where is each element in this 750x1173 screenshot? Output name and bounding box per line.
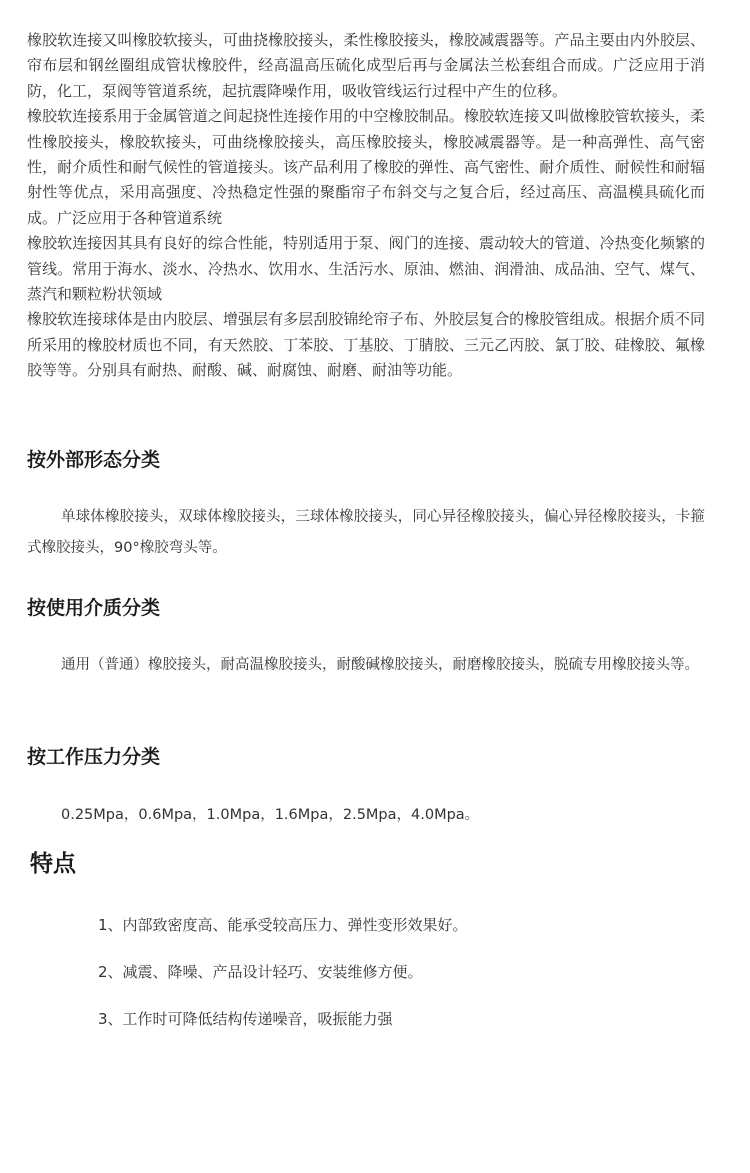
section-body-pressure: 0.25Mpa，0.6Mpa，1.0Mpa，1.6Mpa，2.5Mpa，4.0Mpa。 xyxy=(61,807,480,823)
section-title-pressure: 按工作压力分类 xyxy=(27,746,161,768)
intro-paragraph: 橡胶软连接球体是由内胶层、增强层有多层刮胶锦纶帘子布、外胶层复合的橡胶管组成。根据介质不同所采用的橡胶材质也不同，有天然胶、丁苯胶、丁基胶、丁腈胶、三元乙丙胶、氯丁胶、硅橡胶、氟橡胶等等。分别具有耐热、耐酸、碱、耐腐蚀、耐磨、耐油等功能。 xyxy=(27,310,705,380)
section-title-medium: 按使用介质分类 xyxy=(27,597,161,619)
intro-paragraph: 橡胶软连接系用于金属管道之间起挠性连接作用的中空橡胶制品。橡胶软连接又叫做橡胶管软接头，柔性橡胶接头，橡胶软接头，可曲绕橡胶接头，高压橡胶接头，橡胶减震器等。是一种高弹性、高气密性，耐介质性和耐气候性的管道接头。该产品利用了橡胶的弹性、高气密性、耐介质性、耐候性和耐辐射性等优点，采用高强度、冷热稳定性强的聚酯帘子布斜交与之复合后，经过高压、高温模具硫化而成。广泛应用于各种管道系统 xyxy=(27,107,705,227)
features-list xyxy=(98,908,468,1049)
intro-paragraph: 橡胶软连接又叫橡胶软接头，可曲挠橡胶接头，柔性橡胶接头，橡胶减震器等。产品主要由内外胶层、帘布层和钢丝圈组成管状橡胶件，经高温高压硫化成型后再与金属法兰松套组合而成。广泛应用于消防，化工，泵阀等管道系统，起抗震降噪作用，吸收管线运行过程中产生的位移。 xyxy=(27,31,705,100)
intro-text xyxy=(27,28,705,384)
features-title: 特点 xyxy=(30,851,76,877)
section-body-shape: 单球体橡胶接头，双球体橡胶接头，三球体橡胶接头，同心异径橡胶接头，偏心异径橡胶接头，卡箍式橡胶接头，90°橡胶弯头等。 xyxy=(27,509,705,556)
feature-item: 1、内部致密度高、能承受较高压力、弹性变形效果好。 xyxy=(98,916,468,934)
section-body-medium: 通用（普通）橡胶接头，耐高温橡胶接头，耐酸碱橡胶接头，耐磨橡胶接头，脱硫专用橡胶接头等。 xyxy=(61,657,699,673)
feature-item: 2、减震、降噪、产品设计轻巧、安装维修方便。 xyxy=(98,963,423,981)
section-title-shape: 按外部形态分类 xyxy=(27,449,161,471)
intro-paragraph: 橡胶软连接因其具有良好的综合性能，特别适用于泵、阀门的连接、震动较大的管道、冷热变化频繁的管线。常用于海水、淡水、冷热水、饮用水、生活污水、原油、燃油、润滑油、成品油、空气、煤气、蒸汽和颗粒粉状领域 xyxy=(27,234,705,304)
feature-item: 3、工作时可降低结构传递噪音，吸振能力强 xyxy=(98,1010,393,1028)
